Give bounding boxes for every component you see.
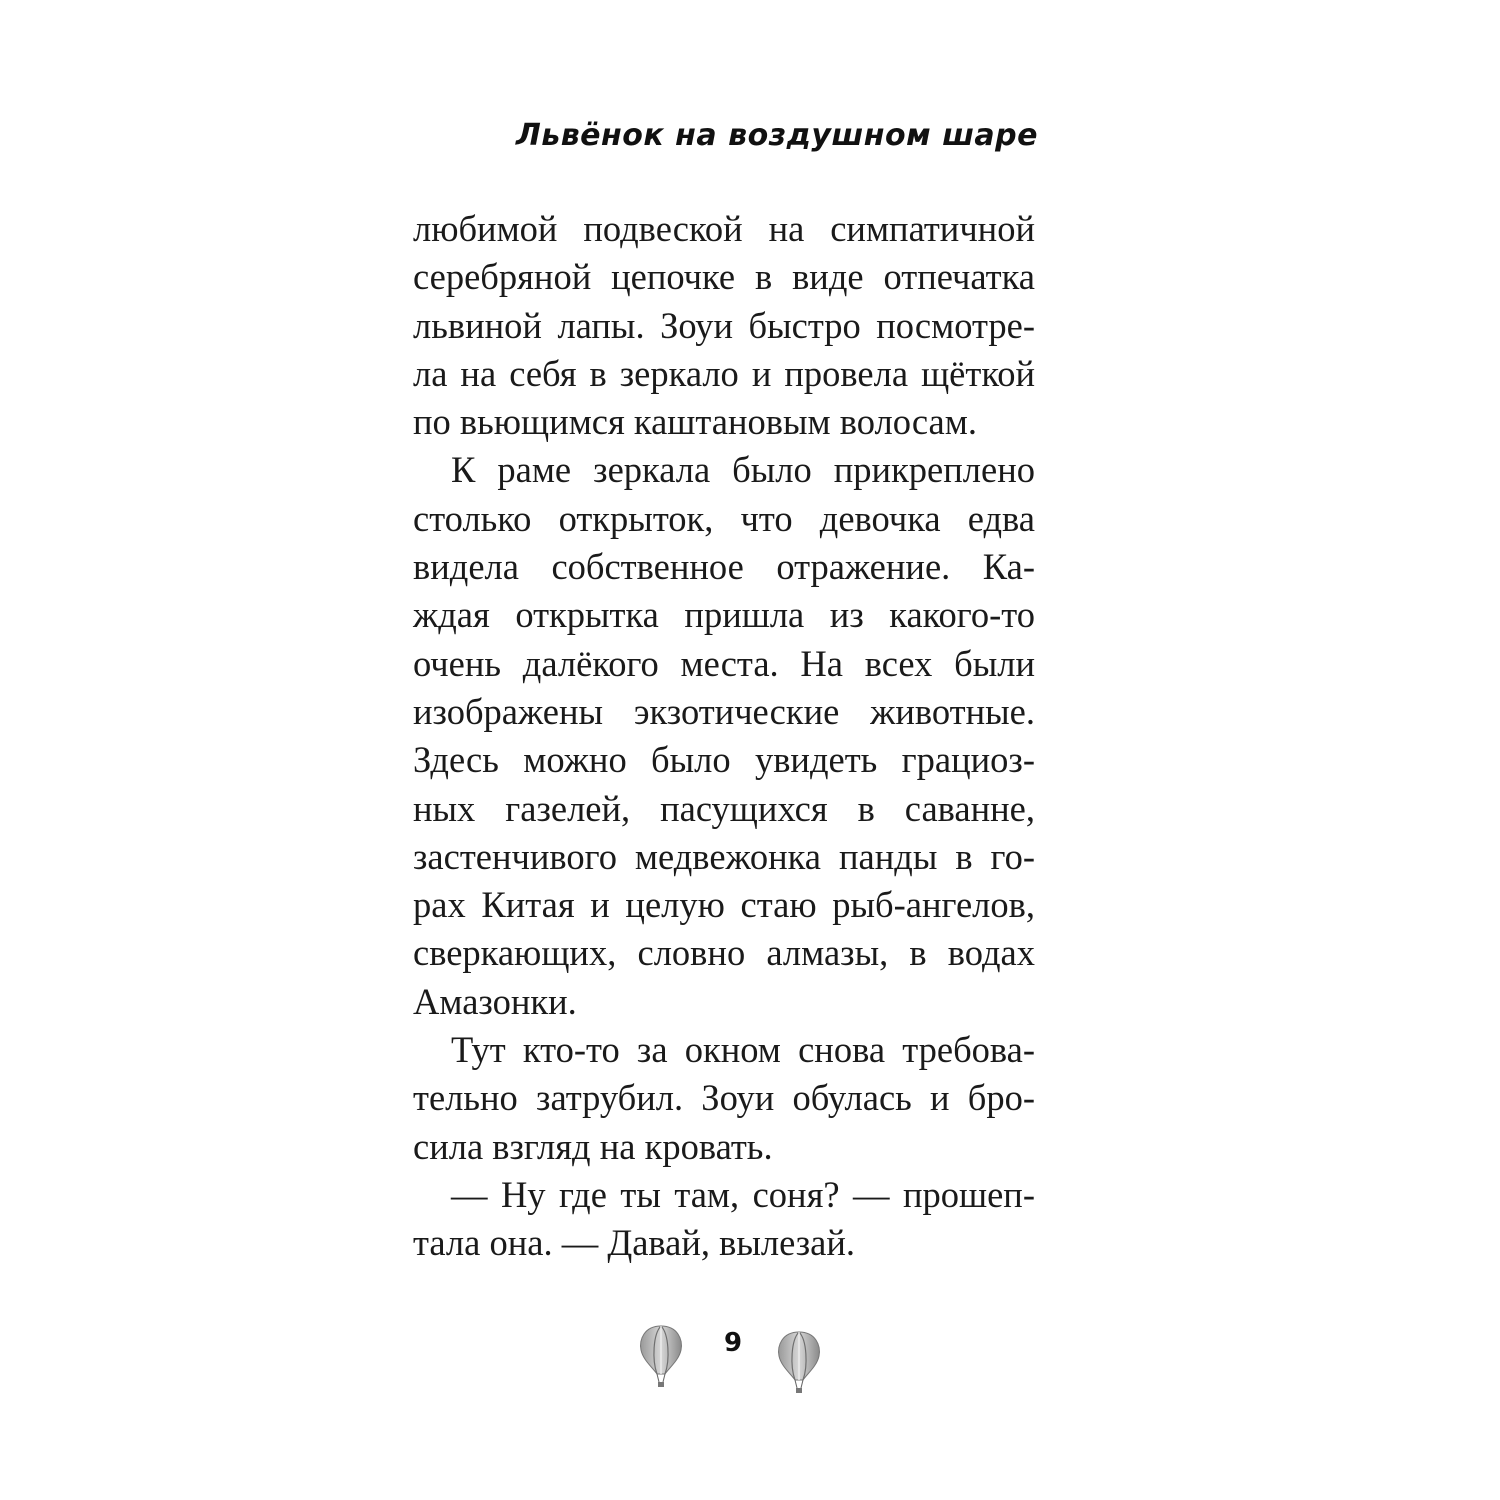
text-line: Здесь можно было увидеть грациоз- xyxy=(413,739,1035,781)
text-line: — Ну где ты там, соня? — прошеп- xyxy=(451,1173,1035,1215)
paragraph xyxy=(413,446,1035,1026)
hot-air-balloon-icon xyxy=(638,1324,684,1392)
text-line: застенчивого медвежонка панды в го- xyxy=(413,835,1035,877)
paragraph xyxy=(413,1171,1035,1268)
text-line: сверкающих, словно алмазы, в водах xyxy=(413,932,1035,974)
text-line: по вьющимся каштановым волосам. xyxy=(413,401,977,443)
paragraph xyxy=(413,205,1035,446)
text-line: львиной лапы. Зоуи быстро посмотре- xyxy=(413,304,1035,346)
body-text xyxy=(413,205,1035,1268)
page-number: 9 xyxy=(723,1328,743,1358)
text-line: видела собственное отражение. Ка- xyxy=(413,546,1035,588)
text-line: ждая открытка пришла из какого-то xyxy=(413,594,1035,636)
page-footer xyxy=(0,1318,1500,1398)
hot-air-balloon-icon xyxy=(776,1330,822,1398)
text-line: ла на себя в зеркало и провела щёткой xyxy=(413,352,1035,394)
text-line: К раме зеркала было прикреплено xyxy=(451,449,1035,491)
text-line: очень далёкого места. На всех были xyxy=(413,642,1035,684)
text-line: Тут кто-то за окном снова требова- xyxy=(451,1029,1035,1071)
text-line: Амазонки. xyxy=(413,980,577,1022)
text-line: рах Китая и целую стаю рыб-ангелов, xyxy=(413,884,1035,926)
text-line: тала она. — Давай, вылезай. xyxy=(413,1222,856,1264)
text-line: столько открыток, что девочка едва xyxy=(413,497,1035,539)
text-line: ных газелей, пасущихся в саванне, xyxy=(413,787,1035,829)
text-line: любимой подвеской на симпатичной xyxy=(413,208,1035,249)
text-line: изображены экзотические животные. xyxy=(413,690,1035,732)
text-line: сила взгляд на кровать. xyxy=(413,1125,773,1167)
paragraph xyxy=(413,1026,1035,1171)
running-head: Львёнок на воздушном шаре xyxy=(515,118,1038,153)
text-line: серебряной цепочке в виде отпечатка xyxy=(413,256,1035,298)
text-line: тельно затрубил. Зоуи обулась и бро- xyxy=(413,1077,1035,1119)
